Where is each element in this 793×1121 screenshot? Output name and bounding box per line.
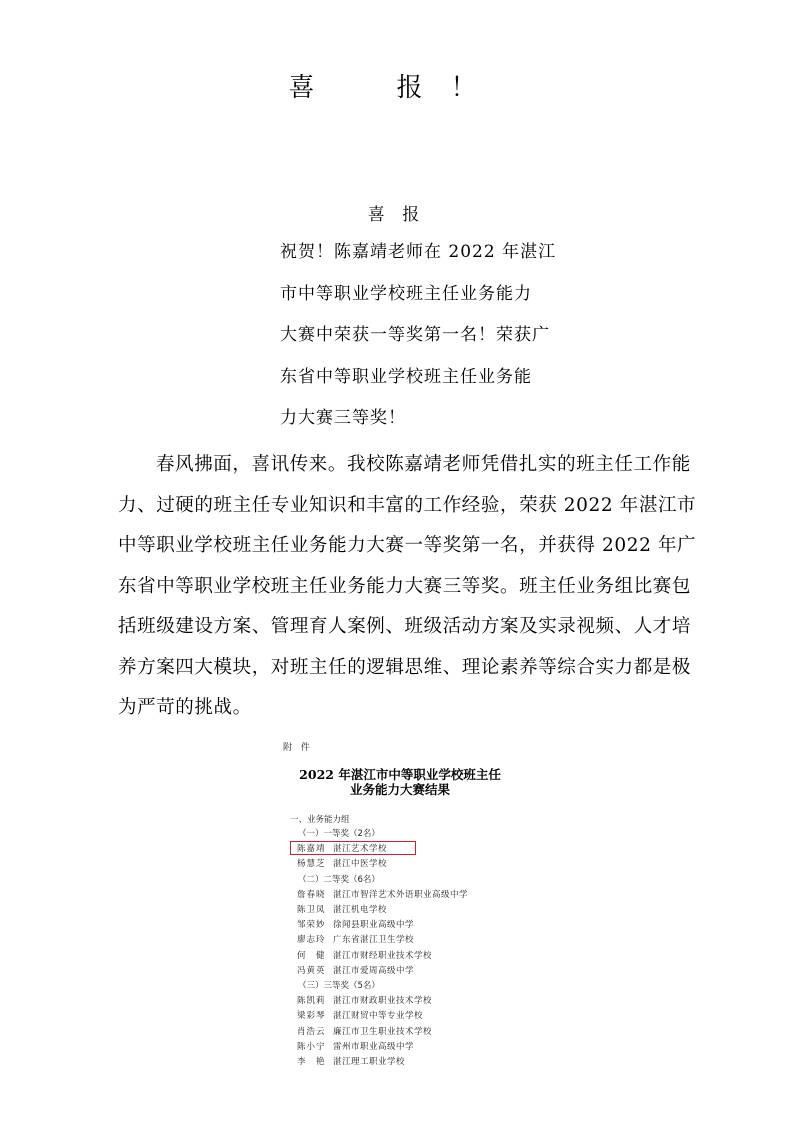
- teacher-name: 邹荣妙: [297, 920, 326, 931]
- result-entry: [297, 934, 414, 946]
- result-entry: [297, 1056, 405, 1068]
- body-line: 中等职业学校班主任业务能力大赛一等奖第一名，并获得 2022 年广: [118, 535, 697, 556]
- school-name: 湛江市智洋艺术外语职业高级中学: [333, 889, 469, 900]
- body-line: 东省中等职业学校班主任业务能力大赛三等奖。班主任业务组比赛包: [118, 575, 692, 597]
- school-name: 湛江市财经职业技术学校: [333, 950, 433, 961]
- results-section-heading: 一、业务能力组: [290, 815, 350, 825]
- page-title: 喜 报！: [288, 73, 505, 103]
- teacher-name: 李 艳: [297, 1057, 326, 1067]
- body-paragraph: [118, 450, 697, 734]
- school-name: 湛江理工职业学校: [333, 1057, 406, 1067]
- result-entry: [297, 1026, 432, 1038]
- school-name: 湛江中医学校: [333, 859, 388, 870]
- teacher-name: 何 健: [297, 950, 326, 961]
- school-name: 湛江市爱周高级中学: [333, 965, 415, 976]
- school-name: 徐闻县职业高级中学: [333, 920, 415, 931]
- award-level-heading: （一）一等奖（2名）: [298, 829, 380, 839]
- school-name: 湛江机电学校: [333, 905, 388, 915]
- school-name: 湛江市财政职业技术学校: [333, 996, 433, 1007]
- result-entry: [297, 889, 468, 901]
- body-line: 春风拂面，喜讯传来。我校陈嘉靖老师凭借扎实的班主任工作能: [156, 454, 691, 475]
- body-line: 养方案四大模块，对班主任的逻辑思维、理论素养等综合实力都是极: [118, 656, 692, 678]
- result-entry: [297, 965, 414, 977]
- headline-line: 大赛中荣获一等奖第一名！荣获广: [280, 325, 550, 345]
- headline-line: 力大赛三等奖！: [280, 408, 406, 428]
- school-name: 湛江财贸中等专业学校: [333, 1011, 424, 1022]
- school-name: 广东省湛江卫生学校: [333, 935, 415, 946]
- result-entry: [297, 1010, 423, 1022]
- school-name: 湛江艺术学校: [333, 844, 388, 855]
- teacher-name: 杨慧芝: [297, 859, 326, 870]
- headline-line: 祝贺！陈嘉靖老师在 2022 年湛江: [280, 242, 557, 262]
- teacher-name: 詹春晓: [297, 889, 326, 900]
- teacher-name: 梁彩琴: [297, 1011, 326, 1022]
- winner-highlight-box: [290, 841, 416, 855]
- announcement-subtitle: 喜 报: [367, 205, 426, 225]
- attachment-title: 2022 年湛江市中等职业学校班主任: [299, 767, 501, 782]
- result-entry: [297, 858, 387, 870]
- result-entry: [297, 904, 387, 916]
- attachment-label: 附 件: [283, 743, 313, 753]
- award-level-heading: （二）二等奖（6名）: [298, 874, 380, 885]
- school-name: 雷州市职业高级中学: [333, 1041, 415, 1052]
- teacher-name: 陈小宁: [297, 1041, 326, 1052]
- body-line: 括班级建设方案、管理育人案例、班级活动方案及实录视频、人才培: [118, 616, 692, 637]
- award-level-heading: （三）三等奖（5名）: [298, 981, 380, 991]
- teacher-name: 陈卫凤: [297, 905, 326, 915]
- headline-block: [280, 240, 580, 448]
- result-entry: [297, 919, 414, 931]
- result-entry: [297, 950, 432, 962]
- teacher-name: 廖志玲: [297, 935, 326, 946]
- result-entry: [297, 995, 432, 1007]
- attachment-results-image: [260, 730, 540, 1070]
- school-name: 廉江市卫生职业技术学校: [333, 1026, 433, 1037]
- headline-line: 东省中等职业学校班主任业务能: [280, 366, 532, 387]
- teacher-name: 陈嘉靖: [297, 844, 326, 855]
- body-line: 力、过硬的班主任专业知识和丰富的工作经验，荣获 2022 年湛江市: [118, 494, 697, 516]
- body-line: 为严苛的挑战。: [118, 697, 252, 718]
- result-entry: [297, 1041, 414, 1053]
- teacher-name: 肖浩云: [297, 1026, 326, 1037]
- attachment-title: 业务能力大赛结果: [349, 782, 450, 797]
- headline-line: 市中等职业学校班主任业务能力: [280, 283, 532, 304]
- teacher-name: 陈凯莉: [297, 996, 326, 1007]
- teacher-name: 冯黄英: [297, 965, 326, 976]
